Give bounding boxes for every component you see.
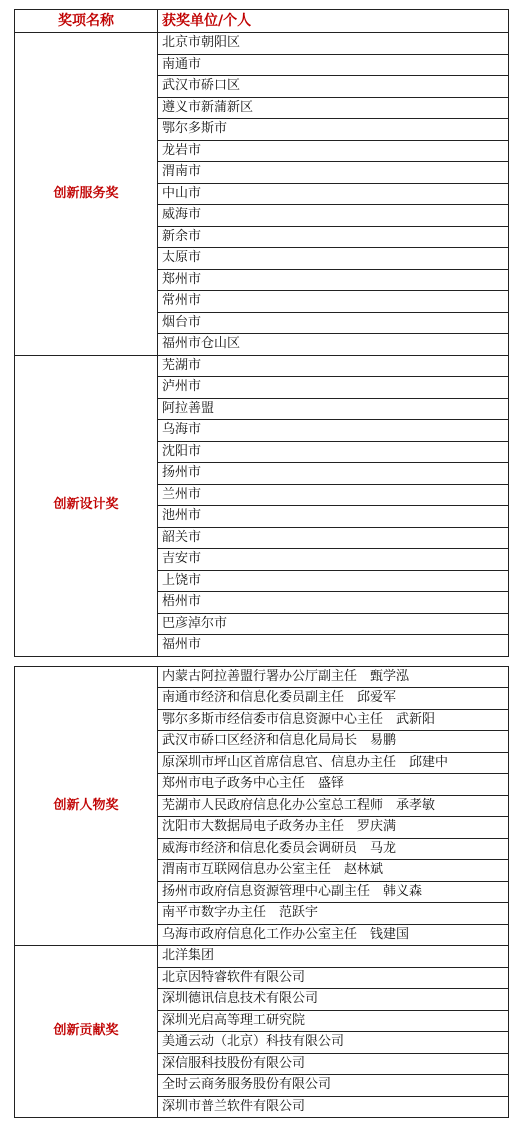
winner-cell: 郑州市 [158, 269, 509, 291]
winner-cell: 中山市 [158, 183, 509, 205]
table-row [15, 355, 509, 377]
winner-cell: 太原市 [158, 248, 509, 270]
winner-cell: 上饶市 [158, 570, 509, 592]
winner-cell: 鄂尔多斯市经信委市信息资源中心主任 武新阳 [158, 709, 509, 731]
winner-cell: 北洋集团 [158, 946, 509, 968]
winner-cell: 池州市 [158, 506, 509, 528]
winner-cell: 北京市朝阳区 [158, 33, 509, 55]
award-category: 创新人物奖 [15, 666, 158, 946]
award-table-1 [14, 9, 509, 657]
winner-cell: 武汉市硚口区 [158, 76, 509, 98]
winner-cell: 威海市 [158, 205, 509, 227]
winner-cell: 吉安市 [158, 549, 509, 571]
table-row [15, 946, 509, 968]
winner-cell: 巴彦淖尔市 [158, 613, 509, 635]
winner-cell: 南通市经济和信息化委员副主任 邱爱军 [158, 688, 509, 710]
award-category: 创新贡献奖 [15, 946, 158, 1118]
winner-cell: 新余市 [158, 226, 509, 248]
winner-cell: 芜湖市 [158, 355, 509, 377]
winner-cell: 梧州市 [158, 592, 509, 614]
winner-cell: 渭南市 [158, 162, 509, 184]
winner-cell: 兰州市 [158, 484, 509, 506]
winner-cell: 南通市 [158, 54, 509, 76]
award-category: 创新服务奖 [15, 33, 158, 356]
winner-cell: 全时云商务服务股份有限公司 [158, 1075, 509, 1097]
winner-cell: 韶关市 [158, 527, 509, 549]
table-row [15, 33, 509, 55]
winner-cell: 深信服科技股份有限公司 [158, 1053, 509, 1075]
winner-cell: 渭南市互联网信息办公室主任 赵林斌 [158, 860, 509, 882]
header-row [15, 10, 509, 33]
award-category: 创新设计奖 [15, 355, 158, 656]
winner-cell: 常州市 [158, 291, 509, 313]
winner-cell: 泸州市 [158, 377, 509, 399]
winner-cell: 北京因特睿软件有限公司 [158, 967, 509, 989]
winner-cell: 扬州市政府信息资源管理中心副主任 韩义森 [158, 881, 509, 903]
winner-cell: 鄂尔多斯市 [158, 119, 509, 141]
winner-cell: 乌海市政府信息化工作办公室主任 钱建国 [158, 924, 509, 946]
winner-cell: 烟台市 [158, 312, 509, 334]
winner-cell: 深圳光启高等理工研究院 [158, 1010, 509, 1032]
award-list [14, 9, 508, 1118]
winner-cell: 阿拉善盟 [158, 398, 509, 420]
winner-cell: 原深圳市坪山区首席信息官、信息办主任 邱建中 [158, 752, 509, 774]
winner-cell: 沈阳市 [158, 441, 509, 463]
header-winner: 获奖单位/个人 [158, 10, 509, 33]
winner-cell: 美通云动（北京）科技有限公司 [158, 1032, 509, 1054]
winner-cell: 扬州市 [158, 463, 509, 485]
winner-cell: 福州市仓山区 [158, 334, 509, 356]
winner-cell: 沈阳市大数据局电子政务办主任 罗庆满 [158, 817, 509, 839]
winner-cell: 乌海市 [158, 420, 509, 442]
winner-cell: 南平市数字办主任 范跃宇 [158, 903, 509, 925]
header-award-name: 奖项名称 [15, 10, 158, 33]
winner-cell: 内蒙古阿拉善盟行署办公厅副主任 甄学泓 [158, 666, 509, 688]
winner-cell: 遵义市新蒲新区 [158, 97, 509, 119]
winner-cell: 武汉市硚口区经济和信息化局局长 易鹏 [158, 731, 509, 753]
award-table-2 [14, 666, 509, 1119]
winner-cell: 深圳市普兰软件有限公司 [158, 1096, 509, 1118]
winner-cell: 福州市 [158, 635, 509, 657]
winner-cell: 龙岩市 [158, 140, 509, 162]
table-row [15, 666, 509, 688]
winner-cell: 芜湖市人民政府信息化办公室总工程师 承孝敏 [158, 795, 509, 817]
winner-cell: 深圳德讯信息技术有限公司 [158, 989, 509, 1011]
winner-cell: 威海市经济和信息化委员会调研员 马龙 [158, 838, 509, 860]
winner-cell: 郑州市电子政务中心主任 盛铎 [158, 774, 509, 796]
